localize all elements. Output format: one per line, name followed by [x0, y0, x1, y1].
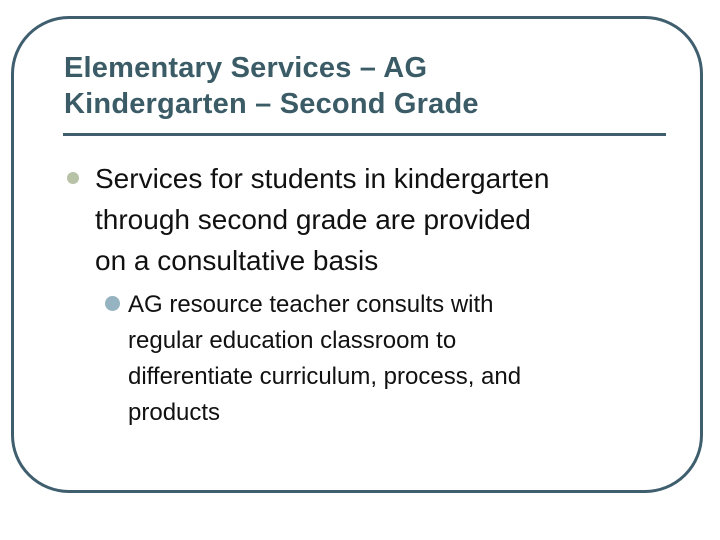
bullet-text — [95, 158, 695, 281]
sub-bullet-line: AG resource teacher consults with — [128, 291, 494, 318]
sub-bullet-text — [128, 287, 688, 431]
bullet-line: through second grade are provided — [95, 204, 531, 235]
bullet-line: Services for students in kindergarten — [95, 163, 550, 194]
slide-title — [64, 50, 684, 122]
sub-bullet-line: regular education classroom to — [128, 327, 457, 354]
bullet-dot-icon — [67, 172, 79, 184]
sub-bullet-dot-icon — [105, 296, 120, 311]
title-line-2: Kindergarten – Second Grade — [64, 88, 479, 120]
bullet-line: on a consultative basis — [95, 245, 379, 276]
sub-bullet-line: products — [128, 399, 221, 426]
title-line-1: Elementary Services – AG — [64, 52, 428, 84]
sub-bullet-line: differentiate curriculum, process, and — [128, 363, 522, 390]
title-divider — [63, 133, 666, 136]
